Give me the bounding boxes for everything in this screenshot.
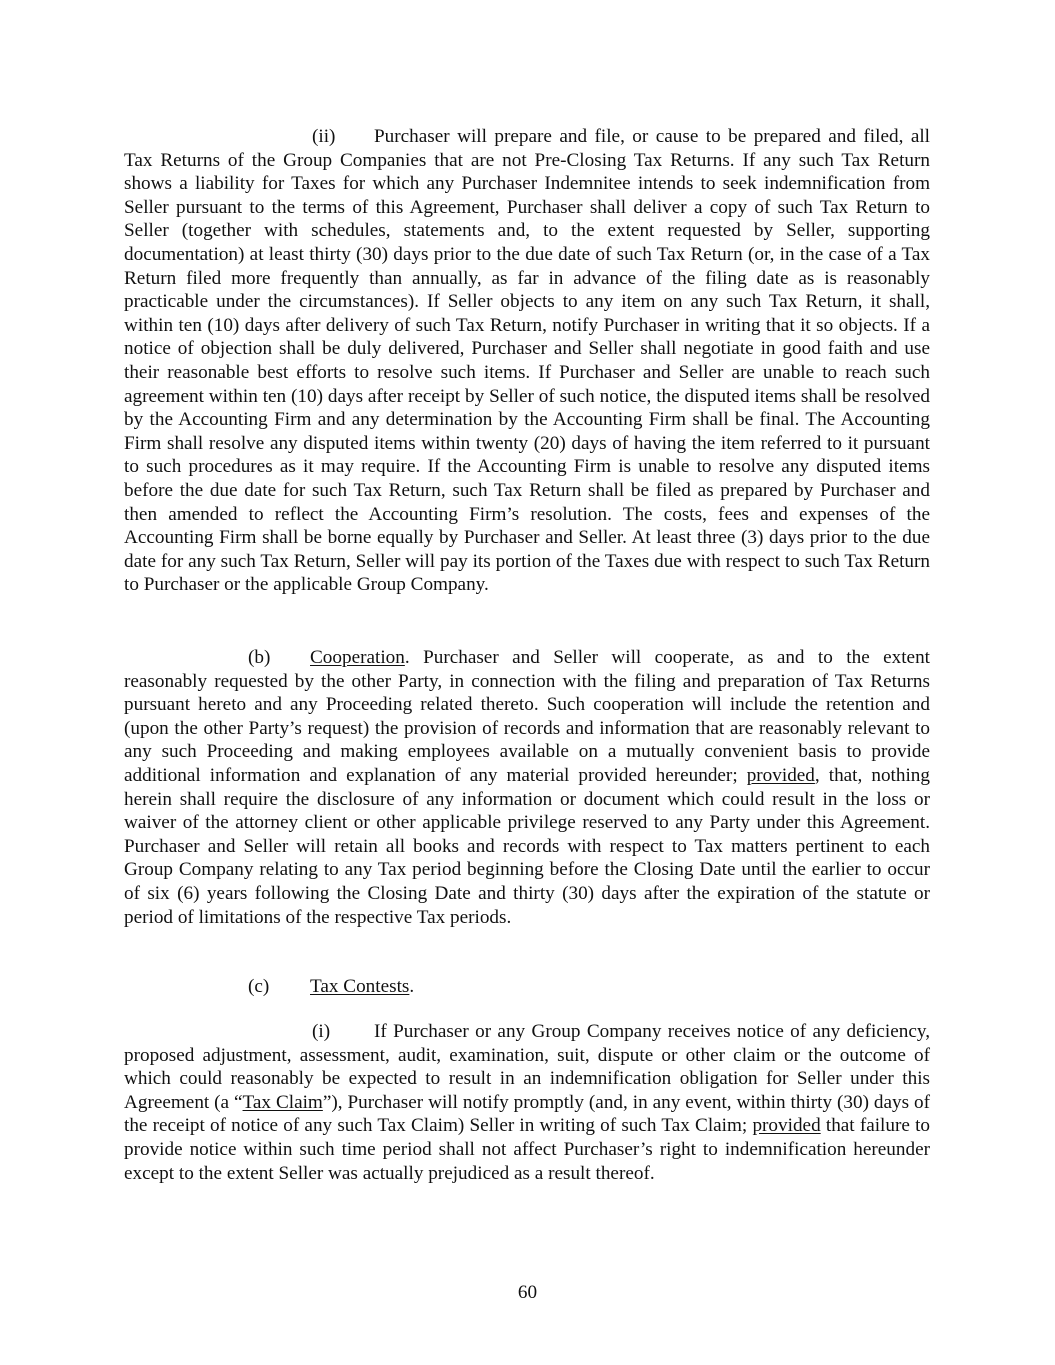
section-heading: Cooperation (310, 647, 405, 668)
paragraph-text: , that, nothing herein shall require the disclosure of any information or document which could result in the loss or waiver of the attorney client or other applicable privilege reserved to any Party under this Agreement. Purchaser and Seller will retain all books and records with respect to Tax matters pertinent to each Group Company relating to any Tax period beginning before the Closing Date until the earlier to occur of six (6) years following the Closing Date and thirty (30) days after the expiration of the statute or period of limitations of the respective Tax periods. (124, 764, 930, 928)
heading-period: . (409, 976, 415, 997)
paragraph-b-cooperation (124, 646, 930, 929)
paragraph-text: that failure to provide notice within such time period shall not affect Purchaser’s right to indemnification hereunder except to the extent Seller was actually prejudiced as a result thereof. (124, 1115, 931, 1184)
defined-term: Tax Claim (242, 1091, 323, 1113)
paragraph-number: (c) (248, 976, 270, 997)
paragraph-c-tax-contests (248, 975, 414, 999)
paragraph-number: (ii) (312, 126, 336, 147)
paragraph-text: . Purchaser and Seller will cooperate, as and to the extent reasonably requested by the other Party, in connection with the filing and preparation of Tax Returns pursuant hereto and any Proceeding related thereto. Such cooperation will include the retention and (upon the other Party’s request) the provision of records and information that are reasonably relevant to any such Proceeding and making employees available on a mutually convenient basis to provide additional information and explanation of any material provided hereunder; (124, 647, 930, 786)
paragraph-text: If Purchaser or any Group Company receives notice of any deficiency, proposed adjustment, assessment, audit, examination, suit, dispute or other claim or the outcome of which could reasonably be expected to result in an indemnification obligation for Seller under this Agreement (a “ (124, 1021, 930, 1113)
section-heading: Tax Contests (310, 976, 410, 997)
paragraph-ii (124, 125, 930, 597)
provided-term: provided (752, 1115, 821, 1137)
provided-term: provided (746, 764, 815, 786)
paragraph-text: ”), Purchaser will notify promptly (and, in any event, within thirty (30) days of the receipt of notice of any such Tax Claim) Seller in writing of such Tax Claim; (124, 1091, 930, 1137)
paragraph-i (124, 1020, 930, 1185)
page-number: 60 (517, 1282, 538, 1303)
paragraph-number: (b) (248, 647, 271, 668)
paragraph-number: (i) (312, 1021, 331, 1042)
paragraph-text: Purchaser will prepare and file, or cause to be prepared and filed, all Tax Returns of the Group Companies that are not Pre-Closing Tax Returns. If any such Tax Return shows a liability for Taxes for which any Purchaser Indemnitee intends to seek indemnification from Seller pursuant to the terms of this Agreement, Purchaser shall deliver a copy of such Tax Return to Seller (together with schedules, statements and, to the extent requested by Seller, supporting documentation) at least thirty (30) days prior to the due date of such Tax Return (or, in the case of a Tax Return filed more frequently than annually, as far in advance of the filing date as is reasonably practicable under the circumstances). If Seller objects to any item on any such Tax Return, it shall, within ten (10) days after delivery of such Tax Return, notify Purchaser in writing that it so objects. If a notice of objection shall be duly delivered, Purchaser and Seller shall negotiate in good faith and use their reasonable best efforts to resolve such items. If Purchaser and Seller are unable to reach such agreement within ten (10) days after receipt by Seller of such notice, the disputed items shall be resolved by the Accounting Firm and any determination by the Accounting Firm shall be final. The Accounting Firm shall resolve any disputed items within twenty (20) days of having the item referred to it pursuant to such procedures as it may require. If the Accounting Firm is unable to resolve any disputed items before the due date for such Tax Return, such Tax Return shall be filed as prepared by Purchaser and then amended to reflect the Accounting Firm’s resolution. The costs, fees and expenses of the Accounting Firm shall be borne equally by Purchaser and Seller. At least three (3) days prior to the due date for any such Tax Return, Seller will pay its portion of the Taxes due with respect to such Tax Return to Purchaser or the applicable Group Company. (124, 126, 930, 596)
